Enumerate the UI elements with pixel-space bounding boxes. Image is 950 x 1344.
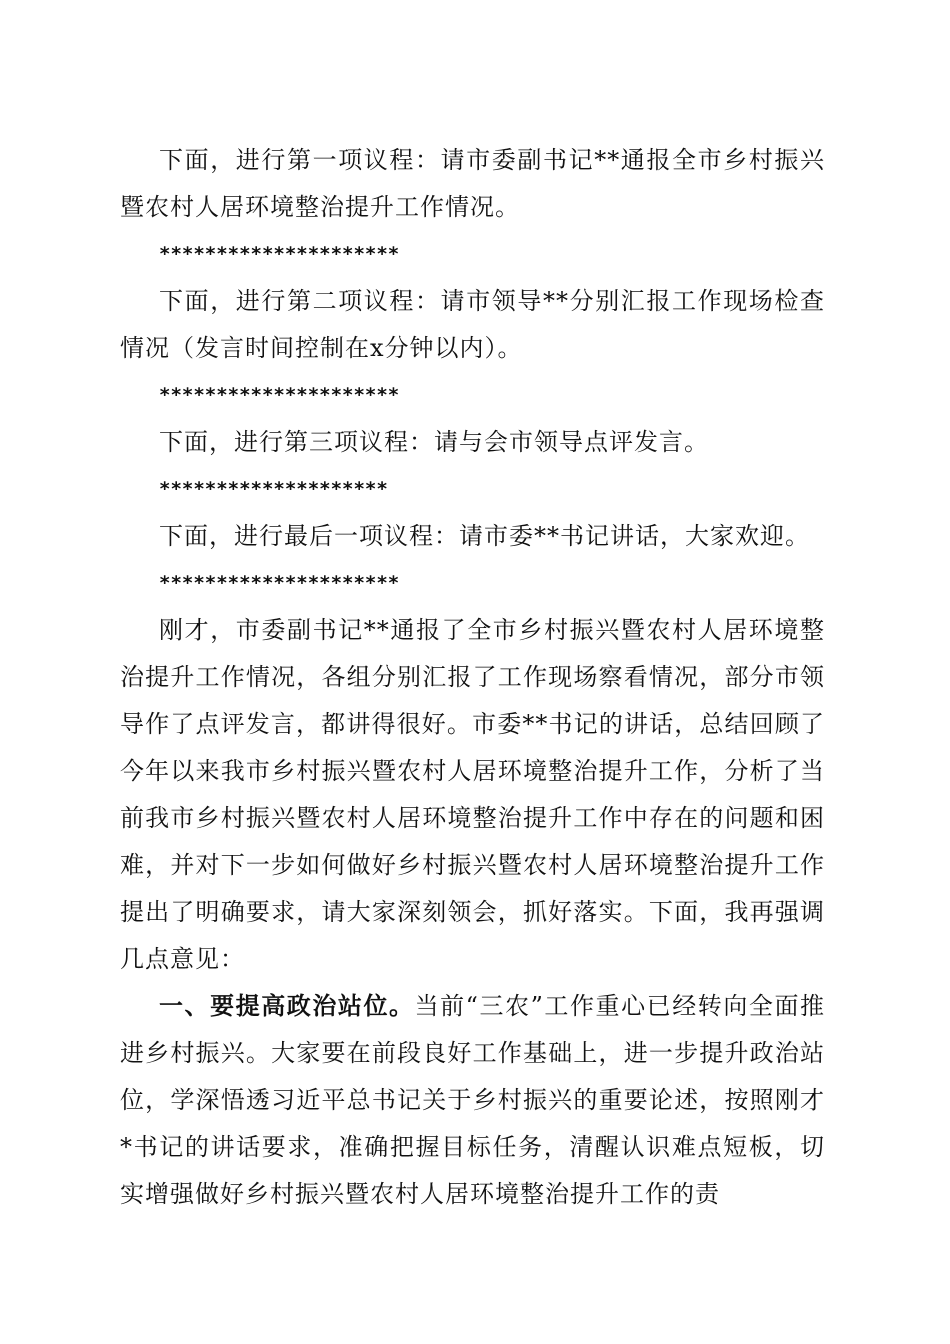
agenda-item-1: 下面，进行第一项议程：请市委副书记**通报全市乡村振兴暨农村人居环境整治提升工作情况。	[120, 146, 825, 221]
document-body	[120, 137, 825, 1218]
point-1-body: 当前“三农”工作重心已经转向全面推进乡村振兴。大家要在前段良好工作基础上，进一步提升政治站位，学深悟透习近平总书记关于乡村振兴的重要论述，按照刚才*书记的讲话要求，准确把握目标任务，清醒认识难点短板，切实增强做好乡村振兴暨农村人居环境整治提升工作的责	[120, 992, 825, 1208]
point-1-heading: 一、要提高政治站位。	[159, 992, 415, 1020]
separator-4: *********************	[159, 572, 400, 594]
agenda-item-2: 下面，进行第二项议程：请市领导**分别汇报工作现场检查情况（发言时间控制在x分钟以内）。	[120, 287, 825, 362]
agenda-item-3: 下面，进行第三项议程：请与会市领导点评发言。	[159, 428, 709, 456]
point-1-paragraph	[120, 983, 825, 1218]
separator-2: *********************	[159, 384, 400, 406]
separator-3: ********************	[159, 478, 388, 500]
agenda-item-4: 下面，进行最后一项议程：请市委**书记讲话，大家欢迎。	[159, 522, 810, 550]
separator-1: *********************	[159, 243, 400, 265]
summary-paragraph: 刚才，市委副书记**通报了全市乡村振兴暨农村人居环境整治提升工作情况，各组分别汇报了工作现场察看情况，部分市领导作了点评发言，都讲得很好。市委**书记的讲话，总结回顾了今年以来我市乡村振兴暨农村人居环境整治提升工作，分析了当前我市乡村振兴暨农村人居环境整治提升工作中存在的问题和困难，并对下一步如何做好乡村振兴暨农村人居环境整治提升工作提出了明确要求，请大家深刻领会，抓好落实。下面，我再强调几点意见：	[120, 616, 825, 973]
